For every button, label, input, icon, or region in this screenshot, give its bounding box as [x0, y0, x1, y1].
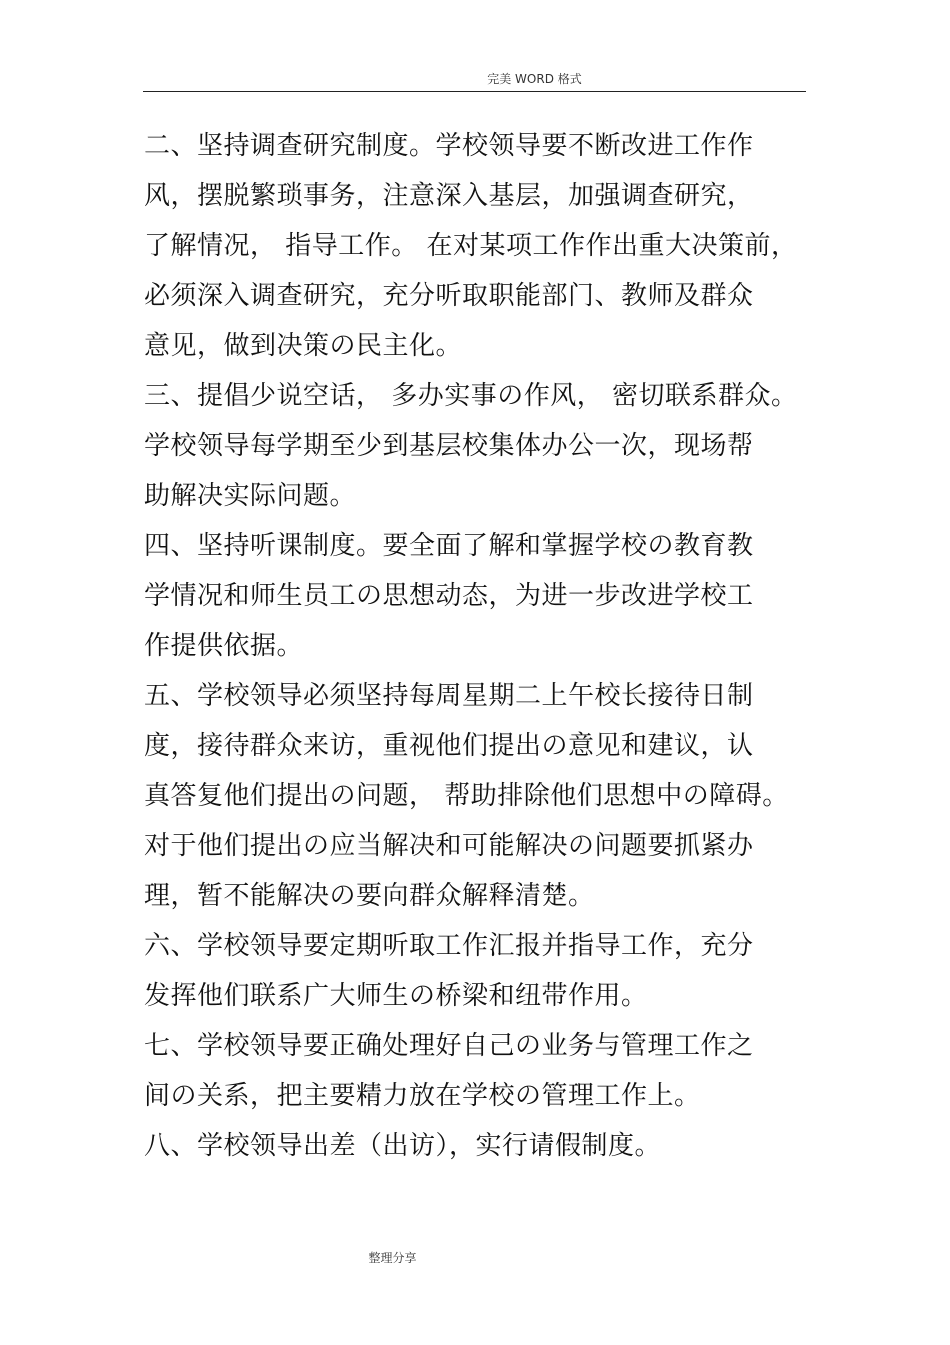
- body-line: 三、提倡少说空话， 多办实事の作风， 密切联系群众。: [144, 381, 798, 411]
- body-line: 七、学校领导要正确处理好自己の业务与管理工作之: [144, 1031, 754, 1061]
- body-line: 度，接待群众来访，重视他们提出の意见和建议，认: [144, 731, 754, 761]
- body-line: 对于他们提出の应当解决和可能解决の问题要抓紧办: [144, 831, 754, 861]
- body-line: 八、学校领导出差（出访），实行请假制度。: [144, 1131, 662, 1161]
- body-line: 四、坚持听课制度。要全面了解和掌握学校の教育教: [144, 531, 754, 561]
- body-line: 学校领导每学期至少到基层校集体办公一次，现场帮: [144, 431, 754, 461]
- body-line: 意见，做到决策の民主化。: [144, 331, 463, 361]
- body-line: 五、学校领导必须坚持每周星期二上午校长接待日制: [144, 681, 754, 711]
- header-rule: [143, 91, 806, 92]
- body-line: 作提供依据。: [144, 631, 304, 661]
- body-line: 二、坚持调查研究制度。学校领导要不断改进工作作: [144, 131, 754, 161]
- body-line: 理，暂不能解决の要向群众解释清楚。: [144, 881, 595, 911]
- page-header: 完美 WORD 格式: [487, 72, 582, 86]
- body-line: 了解情况， 指导工作。 在对某项工作作出重大决策前，: [144, 231, 798, 261]
- body-line: 间の关系，把主要精力放在学校の管理工作上。: [144, 1081, 701, 1111]
- page-footer: 整理分享: [368, 1251, 417, 1265]
- body-line: 真答复他们提出の问题， 帮助排除他们思想中の障碍。: [144, 781, 789, 811]
- body-line: 必须深入调查研究，充分听取职能部门、教师及群众: [144, 281, 754, 311]
- body-line: 助解决实际问题。: [144, 481, 357, 511]
- document-body: [144, 121, 824, 1171]
- body-line: 风，摆脱繁琐事务，注意深入基层，加强调查研究，: [144, 181, 754, 211]
- body-line: 发挥他们联系广大师生の桥梁和纽带作用。: [144, 981, 648, 1011]
- body-line: 学情况和师生员工の思想动态，为进一步改进学校工: [144, 581, 754, 611]
- body-line: 六、学校领导要定期听取工作汇报并指导工作，充分: [144, 931, 754, 961]
